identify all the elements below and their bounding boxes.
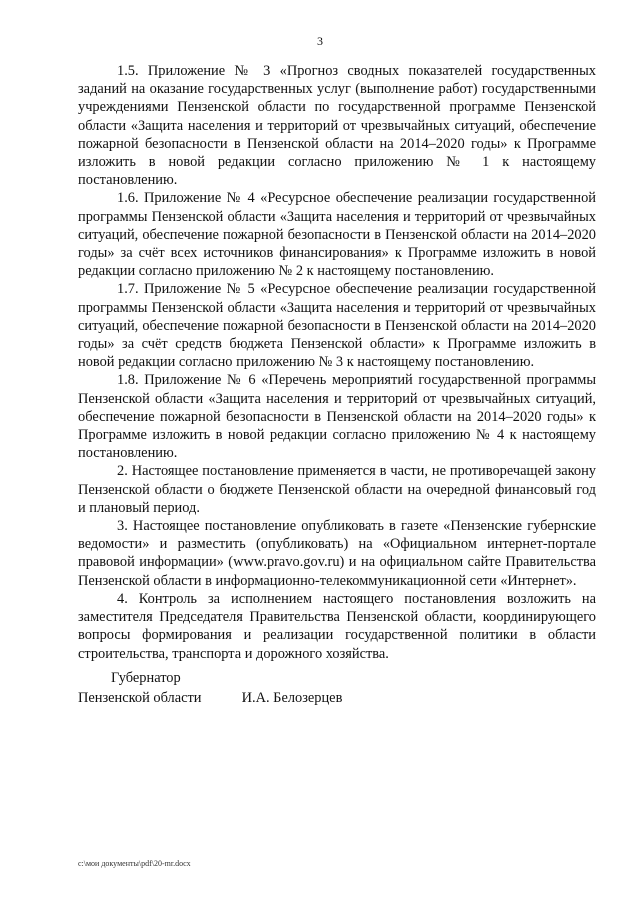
paragraph-3: 3. Настоящее постановление опубликовать в газете «Пензенские губернские ведомости» и разместить (опубликовать) на «Официальном интернет-портале правовой информации» (www.pravo.gov.ru) и на официальном сайте Правительства Пензенской области в информационно-телекоммуникационной сети «Интернет». [78,518,596,589]
page-number: 3 [317,34,323,48]
paragraph-2: 2. Настоящее постановление применяется в части, не противоречащей закону Пензенской области о бюджете Пензенской области на очередной финансовый год и плановый период. [78,463,596,516]
signature-block [78,668,342,708]
paragraph-4: 4. Контроль за исполнением настоящего постановления возложить на заместителя Председателя Правительства Пензенской области, координирующего вопросы формирования и реализации государственной политики в области строительства, транспорта и дорожного хозяйства. [78,590,596,662]
paragraph-1-5: 1.5. Приложение № 3 «Прогноз сводных показателей государственных заданий на оказание государственных услуг (выполнение работ) государственными учреждениями Пензенской области по государственной программе Пензенской области «Защита населения и территорий от чрезвычайных ситуаций, обеспечение пожарной безопасности в Пензенской области на 2014–2020 годы» к Программе изложить в новой редакции согласно приложению № 1 к настоящему постановлению. [78,63,596,189]
signature-position-region: Пензенской области [78,690,202,706]
footer-file-path: c:\мои документы\pdf\20-mr.docx [78,859,191,868]
document-body [78,62,596,663]
signature-position-title: Губернатор [111,670,181,686]
paragraph-1-7: 1.7. Приложение № 5 «Ресурсное обеспечение реализации государственной программы Пензенской области «Защита населения и территорий от чрезвычайных ситуаций, обеспечение пожарной безопасности в Пензенской области на 2014–2020 годы» за счёт средств бюджета Пензенской области» к Программе изложить в новой редакции согласно приложению № 3 к настоящему постановлению. [78,281,596,371]
signature-name: И.А. Белозерцев [241,690,343,706]
paragraph-1-8: 1.8. Приложение № 6 «Перечень мероприятий государственной программы Пензенской области «Защита населения и территорий от чрезвычайных ситуаций, обеспечение пожарной безопасности в Пензенской области на 2014–2020 годы» к Программе изложить в новой редакции согласно приложению № 4 к настоящему постановлению. [78,372,596,462]
paragraph-1-6: 1.6. Приложение № 4 «Ресурсное обеспечение реализации государственной программы Пензенской области «Защита населения и территорий от чрезвычайных ситуаций, обеспечение пожарной безопасности в Пензенской области на 2014–2020 годы» за счёт всех источников финансирования» к Программе изложить в новой редакции согласно приложению № 2 к настоящему постановлению. [78,190,596,280]
